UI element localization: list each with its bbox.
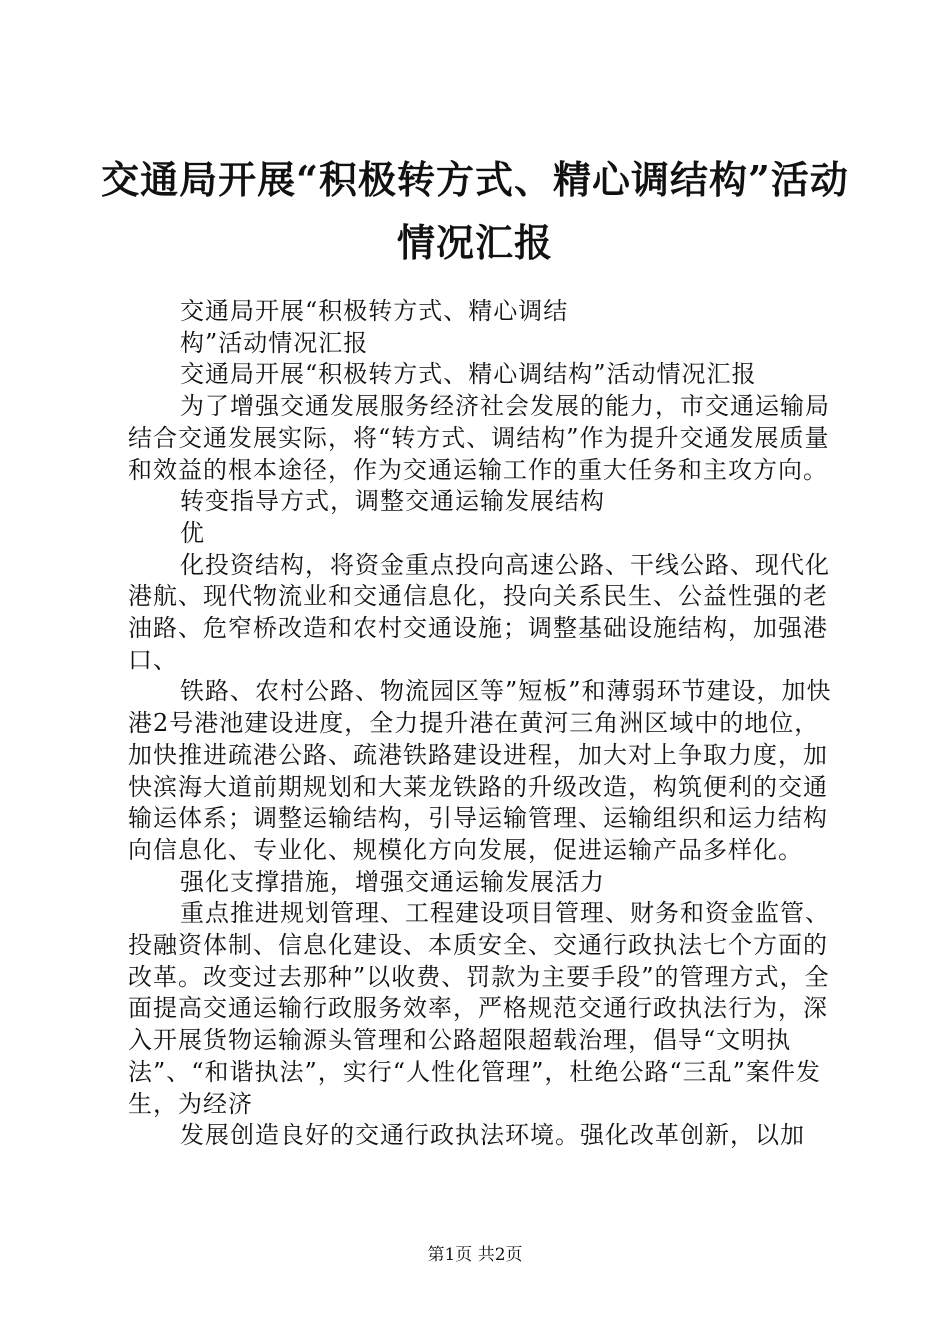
paragraph: 交通局开展“积极转方式、精心调结构”活动情况汇报 [180,360,757,389]
section-heading: 转变指导方式，调整交通运输发展结构 [180,487,605,516]
paragraph: 为了增强交通发展服务经济社会发展的能力，市交通运输局结合交通发展实际，将“转方式、调结构”作为提升交通发展质量和效益的根本途径，作为交通运输工作的重大任务和主攻方向。 [128,392,830,484]
document-body [128,296,834,1152]
paragraph: 重点推进规划管理、工程建设项目管理、财务和资金监管、投融资体制、信息化建设、本质安全、交通行政执法七个方面的改革。改变过去那种”以收费、罚款为主要手段”的管理方式，全面提高交通运输行政服务效率，严格规范交通行政执法行为，深入开展货物运输源头管理和公路超限超载治理，倡导“文明执法”、“和谐执法”，实行“人性化管理”，杜绝公路“三乱”案件发生，为经济 [128,899,830,1118]
section-heading: 强化支撑措施，增强交通运输发展活力 [180,867,605,896]
document-title-line2: 情况汇报 [396,220,553,265]
paragraph: 交通局开展“积极转方式、精心调结 [180,297,569,325]
paragraph: 发展创造良好的交通行政执法环境。强化改革创新，以加 [180,1121,805,1150]
document-title-line1: 交通局开展“积极转方式、精心调结构”活动 [101,157,849,202]
paragraph: 优 [180,518,205,547]
paragraph: 构”活动情况汇报 [180,328,369,357]
page-footer: 第1页 共2页 [427,1245,523,1265]
paragraph: 铁路、农村公路、物流园区等”短板”和薄弱环节建设，加快港2号港池建设进度，全力提升港在黄河三角洲区域中的地位，加快推进疏港公路、疏港铁路建设进程，加大对上争取力度，加快滨海大道前期规划和大莱龙铁路的升级改造，构筑便利的交通输运体系；调整运输结构，引导运输管理、运输组织和运力结构向信息化、专业化、规模化方向发展，促进运输产品多样化。 [128,677,832,864]
paragraph: 化投资结构，将资金重点投向高速公路、干线公路、现代化港航、现代物流业和交通信息化，投向关系民生、公益性强的老油路、危窄桥改造和农村交通设施；调整基础设施结构，加强港口、 [128,550,830,674]
